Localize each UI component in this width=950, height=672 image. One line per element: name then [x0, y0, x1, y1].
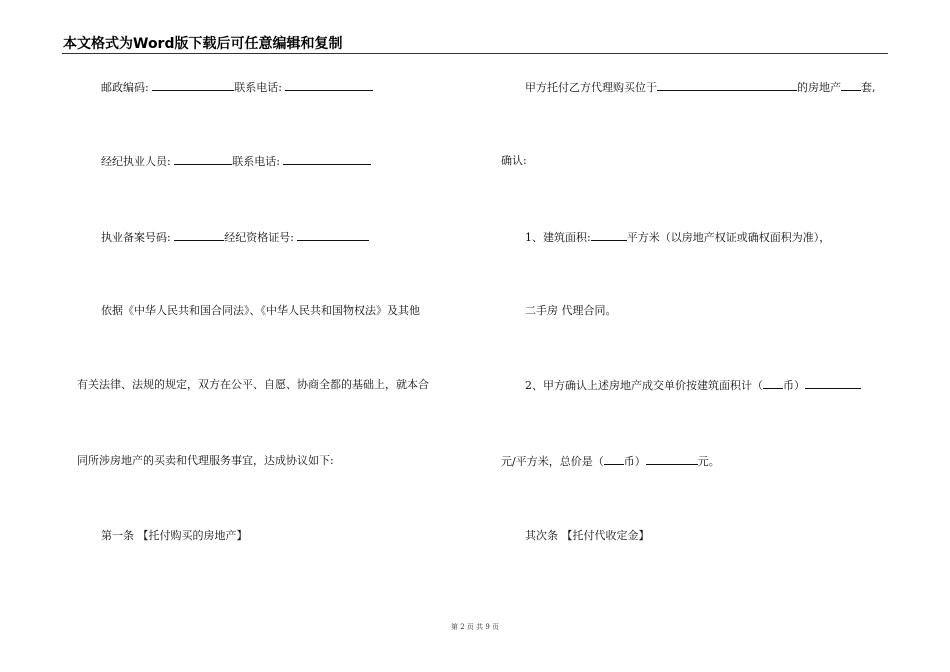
record-line: [101, 230, 369, 245]
broker-blank: [174, 154, 232, 165]
para-line-1: 依据《中华人民共和国合同法》、《中华人民共和国物权法》及其他: [101, 304, 420, 317]
record-label: 执业备案号码:: [101, 231, 171, 244]
total-blank: [646, 454, 698, 465]
currency-text-2: 币）: [623, 455, 646, 468]
para-line-3: 同所涉房地产的买卖和代理服务事宜，达成协议如下:: [77, 454, 334, 467]
right-line-4: 二手房 代理合同。: [525, 304, 617, 317]
unit-price-blank: [805, 378, 861, 389]
currency-blank-2: [604, 454, 624, 465]
article-1-heading: 第一条 【托付购买的房地产】: [101, 529, 248, 542]
page-number: 第 2 页 共 9 页: [450, 623, 500, 631]
header-title: 本文格式为Word版下载后可任意编辑和复制: [63, 36, 343, 52]
location-blank: [657, 80, 797, 91]
property-text: 的房地产: [797, 81, 841, 94]
right-line-1: [525, 80, 876, 95]
broker-line: [101, 154, 371, 169]
currency-text-1: 币）: [783, 379, 805, 392]
area-blank: [591, 230, 627, 241]
postal-line: [101, 80, 373, 95]
postal-label: 邮政编码:: [101, 81, 149, 94]
cert-label: 经纪资格证号:: [224, 231, 294, 244]
phone-blank-1: [285, 80, 373, 91]
unit-price-label: 2、甲方确认上述房地产成交单价按建筑面积计（: [525, 379, 763, 392]
entrust-text: 甲方托付乙方代理购买位于: [525, 81, 657, 94]
area-label: 1、建筑面积:: [525, 231, 591, 244]
right-line-5: [525, 378, 861, 393]
total-label: 元/平方米，总价是（: [501, 455, 604, 468]
broker-label: 经纪执业人员:: [101, 155, 171, 168]
postal-blank: [152, 80, 234, 91]
units-blank: [841, 80, 861, 91]
record-blank: [174, 230, 224, 241]
right-line-3: [525, 230, 830, 245]
phone-blank-2: [283, 154, 371, 165]
phone-label-1: 联系电话:: [234, 81, 282, 94]
units-text: 套,: [861, 81, 876, 94]
total-unit: 元。: [697, 455, 720, 468]
article-2-heading: 其次条 【托付代收定金】: [525, 529, 650, 542]
cert-blank: [297, 230, 369, 241]
right-line-2: 确认:: [501, 154, 527, 167]
phone-label-2: 联系电话:: [232, 155, 280, 168]
right-line-6: [501, 454, 720, 469]
area-unit: 平方米（以房地产权证或确权面积为准），: [626, 231, 831, 244]
para-line-2: 有关法律、法规的规定，双方在公平、自愿、协商全都的基础上，就本合: [77, 378, 429, 391]
header-rule: [62, 53, 888, 54]
currency-blank-1: [763, 378, 783, 389]
